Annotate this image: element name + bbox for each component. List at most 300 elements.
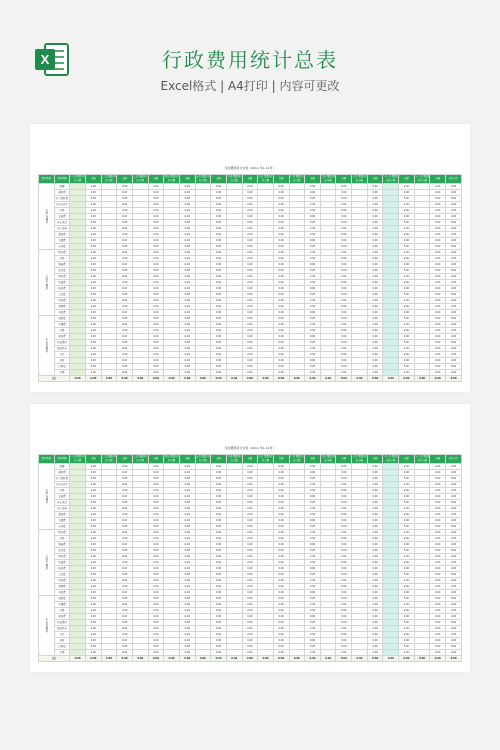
total-cell: 0.00 bbox=[367, 376, 383, 382]
total-cell: 0.00 bbox=[446, 298, 462, 304]
row-label-cell: 保洁费 bbox=[54, 548, 70, 554]
header-cell: 差额 bbox=[399, 455, 415, 464]
value-cell: 0.00 bbox=[305, 560, 321, 566]
value-cell: 0.00 bbox=[211, 554, 227, 560]
value-cell: 0.00 bbox=[367, 184, 383, 190]
total-cell: 0.00 bbox=[383, 376, 399, 382]
value-cell: 0.00 bbox=[273, 316, 289, 322]
value-cell: 0.00 bbox=[305, 298, 321, 304]
value-cell: 0.00 bbox=[336, 280, 352, 286]
value-cell: 0.00 bbox=[148, 184, 164, 190]
page-title: 行政费用统计总表 bbox=[162, 48, 338, 72]
header-cell: 差额 bbox=[242, 175, 258, 184]
value-cell: 0.00 bbox=[305, 614, 321, 620]
value-cell: 0.00 bbox=[211, 488, 227, 494]
header-cell: 差额 bbox=[242, 455, 258, 464]
value-cell: 0.00 bbox=[430, 578, 446, 584]
value-cell: 0.00 bbox=[367, 584, 383, 590]
value-cell: 0.00 bbox=[242, 494, 258, 500]
value-cell: 0.00 bbox=[305, 262, 321, 268]
value-cell: 0.00 bbox=[336, 500, 352, 506]
category-cell: 办公用品费用 bbox=[39, 596, 55, 656]
value-cell: 0.00 bbox=[211, 590, 227, 596]
value-cell: 0.00 bbox=[273, 346, 289, 352]
value-cell: 0.00 bbox=[211, 644, 227, 650]
value-cell: 0.00 bbox=[367, 328, 383, 334]
header-cell: 差额 bbox=[336, 175, 352, 184]
value-cell: 0.00 bbox=[399, 220, 415, 226]
value-cell: 0.00 bbox=[148, 530, 164, 536]
value-cell: 0.00 bbox=[273, 464, 289, 470]
row-label-cell: 油费 bbox=[54, 608, 70, 614]
value-cell: 0.00 bbox=[336, 476, 352, 482]
sheet-preview-1 bbox=[30, 124, 470, 392]
value-cell: 0.00 bbox=[85, 488, 101, 494]
value-cell: 0.00 bbox=[85, 232, 101, 238]
value-cell: 0.00 bbox=[273, 292, 289, 298]
value-cell: 0.00 bbox=[211, 262, 227, 268]
total-cell: 0.00 bbox=[446, 364, 462, 370]
value-cell: 0.00 bbox=[273, 250, 289, 256]
value-cell: 0.00 bbox=[273, 578, 289, 584]
value-cell: 0.00 bbox=[179, 608, 195, 614]
value-cell: 0.00 bbox=[179, 310, 195, 316]
row-label-cell: 印刷费 bbox=[54, 584, 70, 590]
value-cell: 0.00 bbox=[211, 202, 227, 208]
value-cell: 0.00 bbox=[430, 238, 446, 244]
value-cell: 0.00 bbox=[430, 280, 446, 286]
value-cell: 0.00 bbox=[211, 370, 227, 376]
row-label-cell: 快递费 bbox=[54, 560, 70, 566]
value-cell: 0.00 bbox=[148, 292, 164, 298]
expense-table bbox=[38, 454, 462, 662]
total-cell: 0.00 bbox=[446, 524, 462, 530]
value-cell: 0.00 bbox=[399, 626, 415, 632]
total-cell: 0.00 bbox=[446, 530, 462, 536]
value-cell: 0.00 bbox=[336, 650, 352, 656]
value-cell: 0.00 bbox=[367, 334, 383, 340]
value-cell: 0.00 bbox=[179, 268, 195, 274]
value-cell: 0.00 bbox=[399, 560, 415, 566]
header-cell: 十二月 预算/实际金额 bbox=[415, 455, 429, 462]
value-cell: 0.00 bbox=[305, 608, 321, 614]
value-cell: 0.00 bbox=[430, 572, 446, 578]
value-cell: 0.00 bbox=[367, 608, 383, 614]
header-cell: 六月 预算/实际金额 bbox=[227, 455, 241, 462]
value-cell: 0.00 bbox=[242, 340, 258, 346]
value-cell: 0.00 bbox=[85, 500, 101, 506]
value-cell: 0.00 bbox=[430, 482, 446, 488]
value-cell: 0.00 bbox=[179, 572, 195, 578]
row-label-cell: 车辆费 bbox=[54, 602, 70, 608]
value-cell: 0.00 bbox=[242, 572, 258, 578]
header-cell: 差额 bbox=[430, 455, 446, 464]
value-cell: 0.00 bbox=[148, 316, 164, 322]
total-cell: 0.00 bbox=[195, 656, 211, 662]
value-cell: 0.00 bbox=[336, 560, 352, 566]
value-cell: 0.00 bbox=[399, 286, 415, 292]
value-cell: 0.00 bbox=[273, 328, 289, 334]
value-cell: 0.00 bbox=[336, 184, 352, 190]
total-cell: 0.00 bbox=[132, 376, 148, 382]
value-cell: 0.00 bbox=[336, 572, 352, 578]
value-cell: 0.00 bbox=[430, 608, 446, 614]
value-cell: 0.00 bbox=[305, 250, 321, 256]
header-cell: 五月 预算/实际金额 bbox=[196, 455, 210, 462]
total-cell: 0.00 bbox=[446, 340, 462, 346]
sheet-caption: 行政费用统计总表（20xx 年1-12月） bbox=[224, 446, 276, 450]
header-cell: 差额 bbox=[179, 175, 195, 184]
value-cell: 0.00 bbox=[85, 262, 101, 268]
value-cell: 0.00 bbox=[211, 244, 227, 250]
value-cell: 0.00 bbox=[148, 560, 164, 566]
value-cell: 0.00 bbox=[367, 364, 383, 370]
value-cell: 0.00 bbox=[273, 512, 289, 518]
value-cell: 0.00 bbox=[117, 530, 133, 536]
value-cell: 0.00 bbox=[117, 250, 133, 256]
value-cell: 0.00 bbox=[430, 632, 446, 638]
total-cell: 0.00 bbox=[446, 316, 462, 322]
value-cell: 0.00 bbox=[148, 614, 164, 620]
value-cell: 0.00 bbox=[367, 346, 383, 352]
total-cell: 0.00 bbox=[446, 512, 462, 518]
value-cell: 0.00 bbox=[305, 190, 321, 196]
value-cell: 0.00 bbox=[148, 482, 164, 488]
value-cell: 0.00 bbox=[273, 334, 289, 340]
value-cell: 0.00 bbox=[305, 370, 321, 376]
value-cell: 0.00 bbox=[117, 280, 133, 286]
total-cell: 0.00 bbox=[446, 536, 462, 542]
value-cell: 0.00 bbox=[430, 548, 446, 554]
value-cell: 0.00 bbox=[148, 358, 164, 364]
total-cell: 0.00 bbox=[446, 470, 462, 476]
value-cell: 0.00 bbox=[117, 214, 133, 220]
value-cell: 0.00 bbox=[305, 470, 321, 476]
value-cell: 0.00 bbox=[117, 286, 133, 292]
value-cell: 0.00 bbox=[242, 256, 258, 262]
value-cell: 0.00 bbox=[242, 196, 258, 202]
value-cell: 0.00 bbox=[367, 560, 383, 566]
value-cell: 0.00 bbox=[336, 310, 352, 316]
value-cell: 0.00 bbox=[367, 596, 383, 602]
value-cell: 0.00 bbox=[367, 524, 383, 530]
total-label-cell: 合计 bbox=[39, 656, 70, 662]
value-cell: 0.00 bbox=[305, 274, 321, 280]
value-cell: 0.00 bbox=[273, 322, 289, 328]
value-cell: 0.00 bbox=[399, 316, 415, 322]
value-cell: 0.00 bbox=[242, 286, 258, 292]
value-cell: 0.00 bbox=[179, 184, 195, 190]
value-cell: 0.00 bbox=[85, 202, 101, 208]
value-cell: 0.00 bbox=[399, 554, 415, 560]
value-cell: 0.00 bbox=[367, 506, 383, 512]
total-cell: 0.00 bbox=[446, 256, 462, 262]
value-cell: 0.00 bbox=[179, 494, 195, 500]
value-cell: 0.00 bbox=[336, 358, 352, 364]
value-cell: 0.00 bbox=[305, 286, 321, 292]
value-cell: 0.00 bbox=[336, 334, 352, 340]
value-cell: 0.00 bbox=[399, 226, 415, 232]
value-cell: 0.00 bbox=[273, 638, 289, 644]
value-cell: 0.00 bbox=[117, 494, 133, 500]
value-cell: 0.00 bbox=[85, 274, 101, 280]
value-cell: 0.00 bbox=[273, 554, 289, 560]
value-cell: 0.00 bbox=[305, 358, 321, 364]
value-cell: 0.00 bbox=[211, 560, 227, 566]
value-cell: 0.00 bbox=[336, 512, 352, 518]
value-cell: 0.00 bbox=[430, 262, 446, 268]
value-cell: 0.00 bbox=[430, 542, 446, 548]
value-cell: 0.00 bbox=[148, 244, 164, 250]
value-cell: 0.00 bbox=[305, 548, 321, 554]
value-cell: 0.00 bbox=[242, 346, 258, 352]
value-cell: 0.00 bbox=[399, 524, 415, 530]
value-cell: 0.00 bbox=[211, 578, 227, 584]
total-cell: 0.00 bbox=[336, 376, 352, 382]
total-cell: 0.00 bbox=[242, 376, 258, 382]
value-cell: 0.00 bbox=[85, 316, 101, 322]
value-cell: 0.00 bbox=[273, 644, 289, 650]
row-label-cell: 书报费 bbox=[54, 590, 70, 596]
total-cell: 0.00 bbox=[446, 494, 462, 500]
value-cell: 0.00 bbox=[336, 208, 352, 214]
value-cell: 0.00 bbox=[242, 644, 258, 650]
row-label-cell: 招待费 bbox=[54, 566, 70, 572]
value-cell: 0.00 bbox=[179, 250, 195, 256]
header-cell: 八月 预算/实际金额 bbox=[290, 455, 304, 462]
total-cell: 0.00 bbox=[132, 656, 148, 662]
value-cell: 0.00 bbox=[336, 268, 352, 274]
value-cell: 0.00 bbox=[211, 584, 227, 590]
value-cell: 0.00 bbox=[179, 262, 195, 268]
value-cell: 0.00 bbox=[305, 196, 321, 202]
value-cell: 0.00 bbox=[179, 220, 195, 226]
value-cell: 0.00 bbox=[85, 244, 101, 250]
value-cell: 0.00 bbox=[399, 328, 415, 334]
value-cell: 0.00 bbox=[399, 364, 415, 370]
total-cell: 0.00 bbox=[446, 476, 462, 482]
value-cell: 0.00 bbox=[117, 346, 133, 352]
value-cell: 0.00 bbox=[367, 208, 383, 214]
value-cell: 0.00 bbox=[367, 464, 383, 470]
total-cell: 0.00 bbox=[446, 608, 462, 614]
value-cell: 0.00 bbox=[211, 548, 227, 554]
value-cell: 0.00 bbox=[430, 518, 446, 524]
value-cell: 0.00 bbox=[305, 310, 321, 316]
value-cell: 0.00 bbox=[148, 518, 164, 524]
value-cell: 0.00 bbox=[211, 256, 227, 262]
value-cell: 0.00 bbox=[211, 220, 227, 226]
value-cell: 0.00 bbox=[399, 596, 415, 602]
value-cell: 0.00 bbox=[211, 506, 227, 512]
value-cell: 0.00 bbox=[85, 608, 101, 614]
value-cell: 0.00 bbox=[367, 316, 383, 322]
value-cell: 0.00 bbox=[430, 328, 446, 334]
value-cell: 0.00 bbox=[242, 262, 258, 268]
total-cell: 0.00 bbox=[414, 656, 430, 662]
value-cell: 0.00 bbox=[85, 632, 101, 638]
total-cell: 0.00 bbox=[446, 322, 462, 328]
value-cell: 0.00 bbox=[179, 196, 195, 202]
value-cell: 0.00 bbox=[148, 286, 164, 292]
value-cell: 0.00 bbox=[336, 584, 352, 590]
value-cell: 0.00 bbox=[148, 536, 164, 542]
header-cell: 八月 预算/实际金额 bbox=[290, 175, 304, 182]
value-cell: 0.00 bbox=[179, 370, 195, 376]
value-cell: 0.00 bbox=[179, 518, 195, 524]
total-cell: 0.00 bbox=[85, 656, 101, 662]
value-cell: 0.00 bbox=[117, 298, 133, 304]
value-cell: 0.00 bbox=[336, 304, 352, 310]
value-cell: 0.00 bbox=[367, 238, 383, 244]
value-cell: 0.00 bbox=[399, 262, 415, 268]
value-cell: 0.00 bbox=[117, 650, 133, 656]
total-cell: 0.00 bbox=[446, 554, 462, 560]
value-cell: 0.00 bbox=[211, 364, 227, 370]
value-cell: 0.00 bbox=[399, 494, 415, 500]
value-cell: 0.00 bbox=[117, 542, 133, 548]
total-cell: 0.00 bbox=[164, 656, 180, 662]
header-cell: 差额 bbox=[305, 175, 321, 184]
value-cell: 0.00 bbox=[242, 518, 258, 524]
value-cell: 0.00 bbox=[117, 190, 133, 196]
value-cell: 0.00 bbox=[273, 370, 289, 376]
value-cell: 0.00 bbox=[336, 202, 352, 208]
value-cell: 0.00 bbox=[85, 638, 101, 644]
value-cell: 0.00 bbox=[117, 184, 133, 190]
header-cell: 六月 预算/实际金额 bbox=[227, 175, 241, 182]
value-cell: 0.00 bbox=[336, 292, 352, 298]
header-cell: 差额 bbox=[85, 455, 101, 464]
row-label-cell: 劳保 bbox=[54, 488, 70, 494]
value-cell: 0.00 bbox=[85, 482, 101, 488]
value-cell: 0.00 bbox=[211, 626, 227, 632]
row-label-cell: 文具 bbox=[54, 352, 70, 358]
value-cell: 0.00 bbox=[367, 518, 383, 524]
value-cell: 0.00 bbox=[179, 328, 195, 334]
value-cell: 0.00 bbox=[211, 328, 227, 334]
total-label-cell: 合计 bbox=[39, 376, 70, 382]
header-cell: 差额 bbox=[399, 175, 415, 184]
value-cell: 0.00 bbox=[179, 548, 195, 554]
value-cell: 0.00 bbox=[242, 536, 258, 542]
value-cell: 0.00 bbox=[399, 208, 415, 214]
value-cell: 0.00 bbox=[367, 322, 383, 328]
value-cell: 0.00 bbox=[430, 292, 446, 298]
value-cell: 0.00 bbox=[148, 346, 164, 352]
value-cell: 0.00 bbox=[367, 644, 383, 650]
row-label-cell: 房租 bbox=[54, 256, 70, 262]
row-label-cell: 耗材 bbox=[54, 358, 70, 364]
value-cell: 0.00 bbox=[273, 650, 289, 656]
value-cell: 0.00 bbox=[211, 190, 227, 196]
value-cell: 0.00 bbox=[399, 512, 415, 518]
value-cell: 0.00 bbox=[305, 340, 321, 346]
value-cell: 0.00 bbox=[367, 602, 383, 608]
value-cell: 0.00 bbox=[273, 220, 289, 226]
total-cell: 0.00 bbox=[446, 208, 462, 214]
value-cell: 0.00 bbox=[367, 638, 383, 644]
value-cell: 0.00 bbox=[430, 560, 446, 566]
value-cell: 0.00 bbox=[242, 226, 258, 232]
value-cell: 0.00 bbox=[305, 500, 321, 506]
value-cell: 0.00 bbox=[179, 346, 195, 352]
value-cell: 0.00 bbox=[85, 196, 101, 202]
value-cell: 0.00 bbox=[273, 560, 289, 566]
total-cell: 0.00 bbox=[446, 226, 462, 232]
row-label-cell: 网络费 bbox=[54, 596, 70, 602]
value-cell: 0.00 bbox=[430, 286, 446, 292]
value-cell: 0.00 bbox=[148, 554, 164, 560]
value-cell: 0.00 bbox=[179, 232, 195, 238]
row-label-cell: 培训费 bbox=[54, 578, 70, 584]
row-label-cell: 差旅费 bbox=[54, 494, 70, 500]
value-cell: 0.00 bbox=[305, 572, 321, 578]
value-cell: 0.00 bbox=[242, 274, 258, 280]
value-cell: 0.00 bbox=[179, 304, 195, 310]
value-cell: 0.00 bbox=[179, 614, 195, 620]
value-cell: 0.00 bbox=[430, 364, 446, 370]
value-cell: 0.00 bbox=[242, 566, 258, 572]
value-cell: 0.00 bbox=[117, 316, 133, 322]
value-cell: 0.00 bbox=[211, 518, 227, 524]
value-cell: 0.00 bbox=[430, 298, 446, 304]
value-cell: 0.00 bbox=[242, 364, 258, 370]
value-cell: 0.00 bbox=[211, 494, 227, 500]
row-label-cell: 油费 bbox=[54, 328, 70, 334]
value-cell: 0.00 bbox=[273, 202, 289, 208]
value-cell: 0.00 bbox=[117, 340, 133, 346]
value-cell: 0.00 bbox=[336, 530, 352, 536]
value-cell: 0.00 bbox=[242, 358, 258, 364]
value-cell: 0.00 bbox=[399, 518, 415, 524]
value-cell: 0.00 bbox=[148, 202, 164, 208]
value-cell: 0.00 bbox=[148, 304, 164, 310]
value-cell: 0.00 bbox=[117, 476, 133, 482]
table-header-row bbox=[39, 175, 462, 184]
value-cell: 0.00 bbox=[179, 566, 195, 572]
value-cell: 0.00 bbox=[305, 334, 321, 340]
value-cell: 0.00 bbox=[179, 560, 195, 566]
value-cell: 0.00 bbox=[430, 470, 446, 476]
row-label-cell: 低值易耗 bbox=[54, 626, 70, 632]
value-cell: 0.00 bbox=[305, 602, 321, 608]
value-cell: 0.00 bbox=[336, 196, 352, 202]
value-cell: 0.00 bbox=[399, 310, 415, 316]
value-cell: 0.00 bbox=[336, 214, 352, 220]
value-cell: 0.00 bbox=[148, 220, 164, 226]
total-cell: 0.00 bbox=[446, 310, 462, 316]
value-cell: 0.00 bbox=[211, 602, 227, 608]
value-cell: 0.00 bbox=[336, 238, 352, 244]
value-cell: 0.00 bbox=[430, 244, 446, 250]
value-cell: 0.00 bbox=[117, 334, 133, 340]
row-label-cell: 文具 bbox=[54, 632, 70, 638]
value-cell: 0.00 bbox=[117, 626, 133, 632]
value-cell: 0.00 bbox=[430, 340, 446, 346]
value-cell: 0.00 bbox=[211, 268, 227, 274]
header-cell: 七月 预算/实际金额 bbox=[258, 175, 273, 182]
total-cell: 0.00 bbox=[101, 376, 117, 382]
header-cell: 年度合计 bbox=[446, 455, 462, 464]
value-cell: 0.00 bbox=[367, 310, 383, 316]
value-cell: 0.00 bbox=[242, 626, 258, 632]
total-row bbox=[39, 656, 462, 662]
value-cell: 0.00 bbox=[399, 464, 415, 470]
value-cell: 0.00 bbox=[148, 256, 164, 262]
value-cell: 0.00 bbox=[148, 584, 164, 590]
header-cell: 三月 预算/实际金额 bbox=[133, 455, 148, 462]
